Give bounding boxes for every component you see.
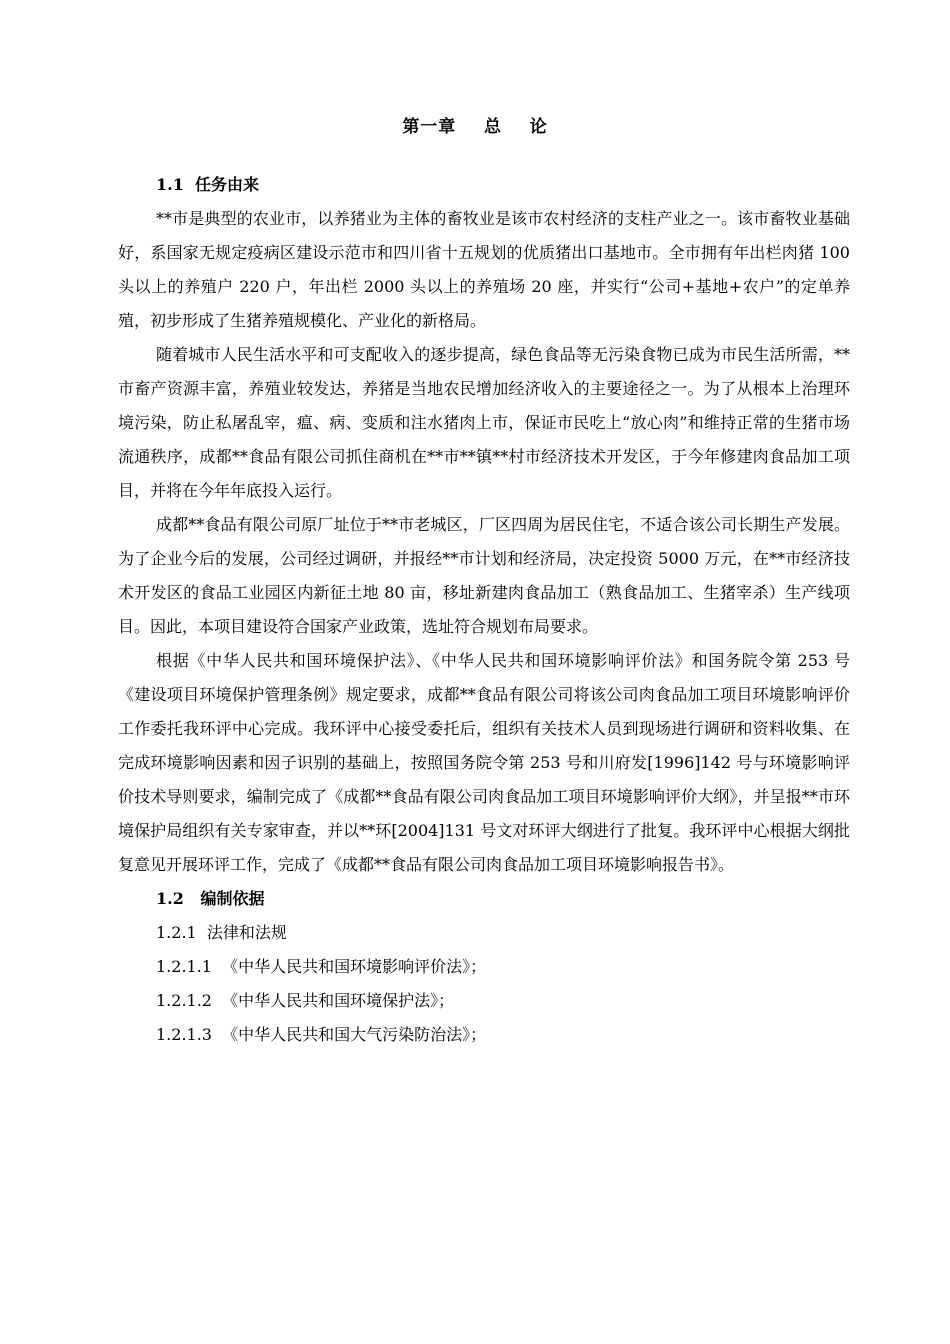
section-heading-1-2: 1.2 编制依据 xyxy=(156,889,265,908)
list-item: 1.2.1.1 《中华人民共和国环境影响评价法》； xyxy=(156,957,487,976)
list-item: 1.2.1.3 《中华人民共和国大气污染防治法》； xyxy=(156,1025,487,1044)
document-body xyxy=(118,168,850,1052)
paragraph: 成都**食品有限公司原厂址位于**市老城区，厂区四周为居民住宅，不适合该公司长期生产发展。为了企业今后的发展，公司经过调研，并报经**市计划和经济局，决定投资 5000 万元，在**市经济技术开发区的食品工业园区内新征土地 80 亩，移址新建肉食品加工（熟食品加工、生猪宰杀）生产线项目。因此，本项目建设符合国家产业政策，选址符合规划布局要求。 xyxy=(118,515,850,636)
section-heading-1-1: 1.1 任务由来 xyxy=(156,175,259,194)
paragraph: 随着城市人民生活水平和可支配收入的逐步提高，绿色食品等无污染食物已成为市民生活所需，**市畜产资源丰富，养殖业较发达，养猪是当地农民增加经济收入的主要途径之一。为了从根本上治理环境污染，防止私屠乱宰，瘟、病、变质和注水猪肉上市，保证市民吃上“放心肉”和维持正常的生猪市场流通秩序，成都**食品有限公司抓住商机在**市**镇**村市经济技术开发区，于今年修建肉食品加工项目，并将在今年年底投入运行。 xyxy=(118,345,850,500)
paragraph: 根据《中华人民共和国环境保护法》、《中华人民共和国环境影响评价法》和国务院令第 253 号《建设项目环境保护管理条例》规定要求，成都**食品有限公司将该公司肉食品加工项目环境影响评价工作委托我环评中心完成。我环评中心接受委托后，组织有关技术人员到现场进行调研和资料收集、在完成环境影响因素和因子识别的基础上，按照国务院令第 253 号和川府发[1996]142 号与环境影响评价技术导则要求，编制完成了《成都**食品有限公司肉食品加工项目环境影响评价大纲》，并呈报**市环境保护局组织有关专家审查，并以**环[2004]131 号文对环评大纲进行了批复。我环评中心根据大纲批复意见开展环评工作，完成了《成都**食品有限公司肉食品加工项目环境影响报告书》。 xyxy=(118,651,850,874)
list-item: 1.2.1.2 《中华人民共和国环境保护法》； xyxy=(156,991,455,1010)
chapter-title: 第一章 总 论 xyxy=(402,117,548,137)
paragraph: **市是典型的农业市，以养猪业为主体的畜牧业是该市农村经济的支柱产业之一。该市畜牧业基础好，系国家无规定疫病区建设示范市和四川省十五规划的优质猪出口基地市。全市拥有年出栏肉猪 100 头以上的养殖户 220 户，年出栏 2000 头以上的养殖场 20 座，并实行“公司+基地+农户”的定单养殖，初步形成了生猪养殖规模化、产业化的新格局。 xyxy=(118,209,850,330)
subsection-heading-1-2-1: 1.2.1 法律和法规 xyxy=(156,923,287,942)
